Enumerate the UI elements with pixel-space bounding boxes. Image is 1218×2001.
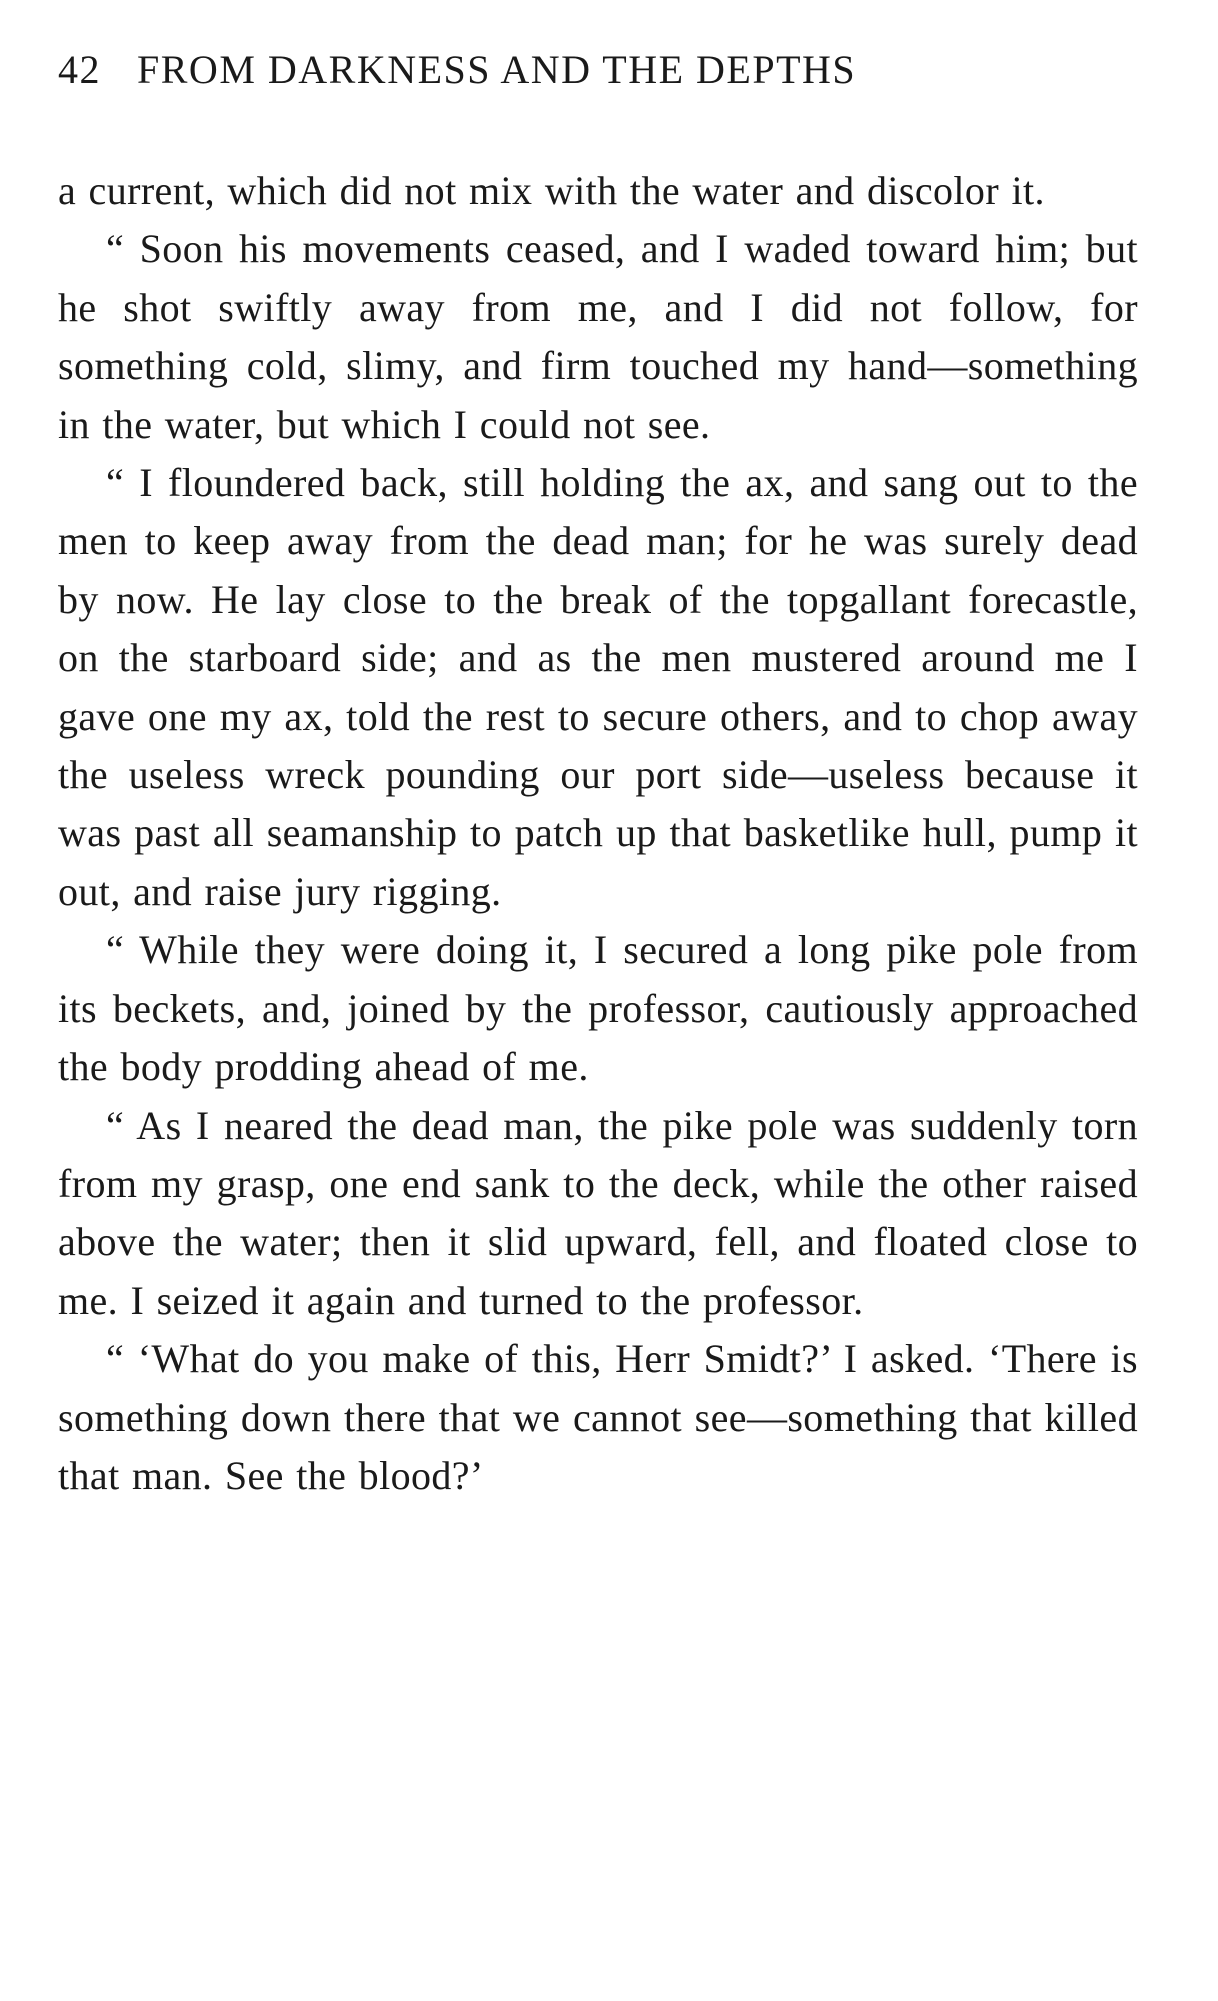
paragraph: “ ‘What do you make of this, Herr Smidt?’ I asked. ‘There is something down there that we cannot see—something that killed that man. See the blood?’	[58, 1336, 1138, 1498]
paragraph: “ While they were doing it, I secured a long pike pole from its beckets, and, joined by the professor, cautiously approached the body prodding ahead of me.	[58, 927, 1138, 1090]
paragraph: “ As I neared the dead man, the pike pole was suddenly torn from my grasp, one end sank to the deck, while the other raised above the water; then it slid upward, fell, and floated close to me. I seized it again and turned to the professor.	[58, 1102, 1138, 1323]
running-title: FROM DARKNESS AND THE DEPTHS	[137, 47, 857, 92]
paragraph: “ Soon his movements ceased, and I waded toward him; but he shot swiftly away from me, and I did not follow, for something cold, slimy, and firm touched my hand—something in the water, but which I could not see.	[58, 226, 1138, 447]
paragraph: “ I floundered back, still holding the ax, and sang out to the men to keep away from the dead man; for he was surely dead by now. He lay close to the break of the topgallant forecastle, on the starboard side; and as the men mustered around me I gave one my ax, told the rest to secure others, and to chop away the useless wreck pounding our port side—useless because it was past all seamanship to patch up that basketlike hull, pump it out, and raise jury rigging.	[58, 460, 1138, 914]
paragraph: a current, which did not mix with the water and discolor it.	[58, 168, 1045, 213]
book-page	[58, 40, 1138, 1505]
running-header	[58, 40, 1138, 104]
page-number: 42	[58, 47, 101, 92]
body-text	[58, 162, 1138, 1505]
